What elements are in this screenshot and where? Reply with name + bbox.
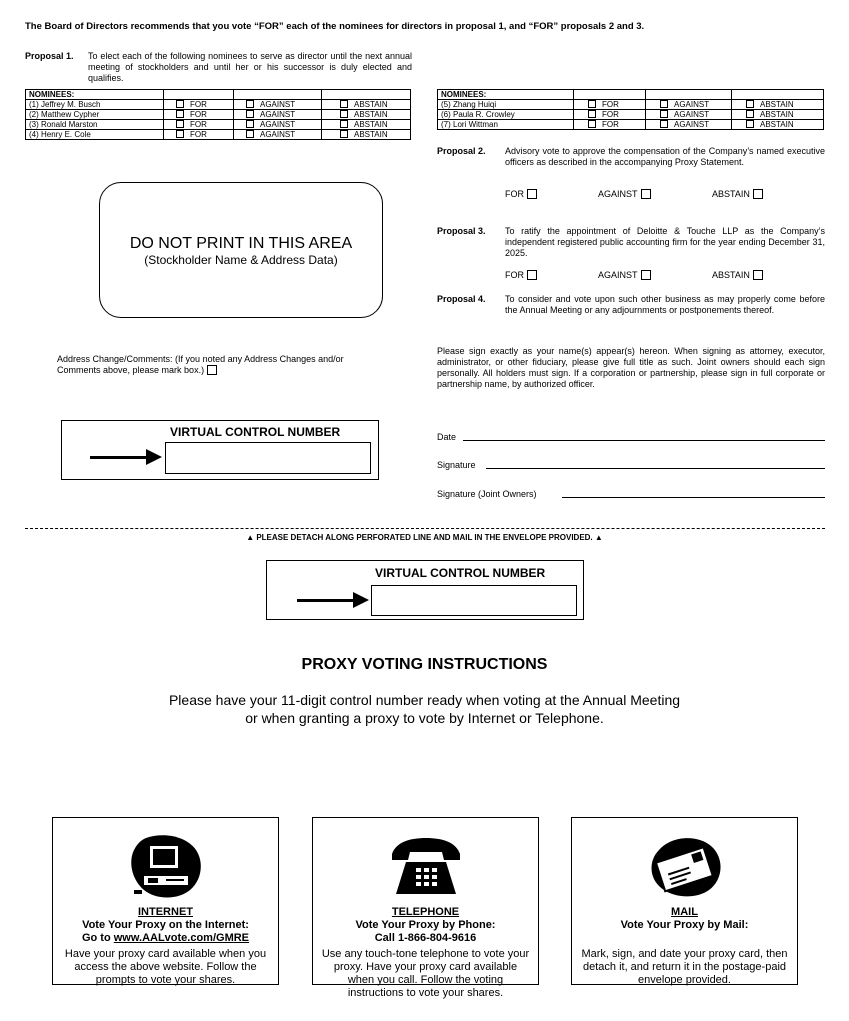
virtual-control-label: VIRTUAL CONTROL NUMBER xyxy=(375,566,546,580)
signature-label: Signature xyxy=(437,460,476,470)
mail-box xyxy=(571,817,798,985)
signature-field[interactable] xyxy=(486,468,825,469)
proposal2-abstain-checkbox[interactable]: ABSTAIN xyxy=(712,189,763,200)
against-checkbox[interactable]: AGAINST xyxy=(234,120,322,130)
proposal2-against-checkbox[interactable]: AGAINST xyxy=(598,189,651,200)
abstain-checkbox[interactable]: ABSTAIN xyxy=(322,100,411,110)
signature-joint-field[interactable] xyxy=(562,497,825,498)
against-checkbox[interactable]: AGAINST xyxy=(234,100,322,110)
against-checkbox[interactable]: AGAINST xyxy=(646,110,732,120)
proposal2-label: Proposal 2. xyxy=(437,146,486,156)
abstain-checkbox[interactable]: ABSTAIN xyxy=(732,110,824,120)
nominee-name: (3) Ronald Marston xyxy=(26,120,164,130)
proposal3-against-checkbox[interactable]: AGAINST xyxy=(598,270,651,281)
internet-box xyxy=(52,817,279,985)
date-field[interactable] xyxy=(463,440,825,441)
mail-sub1: Vote Your Proxy by Mail: xyxy=(620,919,749,931)
proposal3-for-checkbox[interactable]: FOR xyxy=(505,270,537,281)
virtual-control-input[interactable] xyxy=(165,442,371,474)
instructions-line1: Please have your 11-digit control number ready when voting at the Annual Meeting xyxy=(168,692,681,708)
table-row xyxy=(26,100,411,110)
arrow-icon xyxy=(90,456,148,459)
proposal4-text: To consider and vote upon such other business as may properly come before the Annual Meeting or any adjournments or postponements thereof. xyxy=(505,294,825,315)
board-recommendation: The Board of Directors recommends that you vote “FOR” each of the nominees for directors in proposal 1, and “FOR” proposals 2 and 3. xyxy=(25,21,645,32)
telephone-icon xyxy=(386,832,466,902)
against-checkbox[interactable]: AGAINST xyxy=(646,100,732,110)
telephone-body: Use any touch-tone telephone to vote your proxy. Have your proxy card available when you call. Follow the voting instructions to vote your shares. xyxy=(321,948,530,999)
nominee-name: (6) Paula R. Crowley xyxy=(438,110,574,120)
virtual-control-box-top xyxy=(61,420,379,480)
nominees-table-right xyxy=(437,89,824,130)
instructions-line2: or when granting a proxy to vote by Internet or Telephone. xyxy=(245,710,604,726)
proposal3-label: Proposal 3. xyxy=(437,226,486,236)
against-checkbox[interactable]: AGAINST xyxy=(234,130,322,140)
envelope-icon xyxy=(645,832,725,902)
address-area xyxy=(99,182,383,318)
abstain-checkbox[interactable]: ABSTAIN xyxy=(732,100,824,110)
table-row xyxy=(26,120,411,130)
mail-title: MAIL xyxy=(671,906,698,918)
nominee-name: (2) Matthew Cypher xyxy=(26,110,164,120)
for-checkbox[interactable]: FOR xyxy=(574,100,646,110)
telephone-sub2: Call 1-866-804-9616 xyxy=(374,932,477,944)
nominee-name: (1) Jeffrey M. Busch xyxy=(26,100,164,110)
internet-sub2: Go to www.AALvote.com/GMRE xyxy=(81,932,250,944)
telephone-box xyxy=(312,817,539,999)
sign-instructions: Please sign exactly as your name(s) appear(s) hereon. When signing as attorney, executor, administrator, or other fiduciary, please give full title as such. Joint owners should each sign personally. All holders must sign. If a corporation or partnership, please sign in full corporate or partnership name, by authorized officer. xyxy=(437,346,825,389)
nominee-name: (5) Zhang Huiqi xyxy=(438,100,574,110)
internet-sub1: Vote Your Proxy on the Internet: xyxy=(82,919,249,931)
for-checkbox[interactable]: FOR xyxy=(164,100,234,110)
table-row xyxy=(438,120,824,130)
for-checkbox[interactable]: FOR xyxy=(574,110,646,120)
for-checkbox[interactable]: FOR xyxy=(164,120,234,130)
nominees-header: NOMINEES: xyxy=(26,90,164,100)
proposal2-for-checkbox[interactable]: FOR xyxy=(505,189,537,200)
mail-body: Mark, sign, and date your proxy card, then detach it, and return it in the postage-paid envelope provided. xyxy=(581,948,788,986)
virtual-control-input[interactable] xyxy=(371,585,577,616)
against-checkbox[interactable]: AGAINST xyxy=(234,110,322,120)
signature-joint-label: Signature (Joint Owners) xyxy=(437,489,537,499)
proposal1-text: To elect each of the following nominees to serve as director until the next annual meeting of stockholders and until her or his successor is duly elected and qualifies. xyxy=(88,51,412,83)
abstain-checkbox[interactable]: ABSTAIN xyxy=(322,130,411,140)
nominee-name: (7) Lori Wittman xyxy=(438,120,574,130)
date-label: Date xyxy=(437,432,457,442)
computer-icon xyxy=(126,832,206,902)
nominees-table-left xyxy=(25,89,411,140)
internet-body: Have your proxy card available when you access the above website. Follow the prompts to vote your shares. xyxy=(64,948,267,986)
internet-url-link[interactable]: www.AALvote.com/GMRE xyxy=(113,932,250,944)
for-checkbox[interactable]: FOR xyxy=(164,130,234,140)
virtual-control-box-bottom xyxy=(266,560,584,620)
proposal3-text: To ratify the appointment of Deloitte & Touche LLP as the Company’s independent registered public accounting firm for the year ending December 31, 2025. xyxy=(505,226,825,258)
internet-title: INTERNET xyxy=(138,906,193,918)
abstain-checkbox[interactable]: ABSTAIN xyxy=(322,120,411,130)
abstain-checkbox[interactable]: ABSTAIN xyxy=(732,120,824,130)
nominee-name: (4) Henry E. Cole xyxy=(26,130,164,140)
detach-instructions: ▲ PLEASE DETACH ALONG PERFORATED LINE AND MAIL IN THE ENVELOPE PROVIDED. ▲ xyxy=(246,533,603,542)
against-checkbox[interactable]: AGAINST xyxy=(646,120,732,130)
for-checkbox[interactable]: FOR xyxy=(164,110,234,120)
table-row xyxy=(26,110,411,120)
arrow-head-icon xyxy=(353,592,369,608)
arrow-head-icon xyxy=(146,449,162,465)
proposal1-label: Proposal 1. xyxy=(25,51,74,61)
table-row xyxy=(438,100,824,110)
table-row xyxy=(26,130,411,140)
instructions-title: PROXY VOTING INSTRUCTIONS xyxy=(301,656,548,673)
perforated-line xyxy=(25,528,825,529)
telephone-sub1: Vote Your Proxy by Phone: xyxy=(355,919,496,931)
address-change-comments: Address Change/Comments: (If you noted any Address Changes and/or Comments above, please mark box.) xyxy=(57,354,344,375)
proposal4-label: Proposal 4. xyxy=(437,294,486,304)
virtual-control-label: VIRTUAL CONTROL NUMBER xyxy=(170,425,341,439)
address-area-line1: DO NOT PRINT IN THIS AREA xyxy=(129,235,353,252)
abstain-checkbox[interactable]: ABSTAIN xyxy=(322,110,411,120)
proposal2-text: Advisory vote to approve the compensation of the Company’s named executive officers as described in the accompanying Proxy Statement. xyxy=(505,146,825,167)
table-row xyxy=(438,110,824,120)
address-change-checkbox[interactable] xyxy=(207,365,217,375)
nominees-header: NOMINEES: xyxy=(438,90,574,100)
telephone-title: TELEPHONE xyxy=(391,906,460,918)
proposal3-abstain-checkbox[interactable]: ABSTAIN xyxy=(712,270,763,281)
arrow-icon xyxy=(297,599,355,602)
address-area-line2: (Stockholder Name & Address Data) xyxy=(144,253,338,267)
for-checkbox[interactable]: FOR xyxy=(574,120,646,130)
